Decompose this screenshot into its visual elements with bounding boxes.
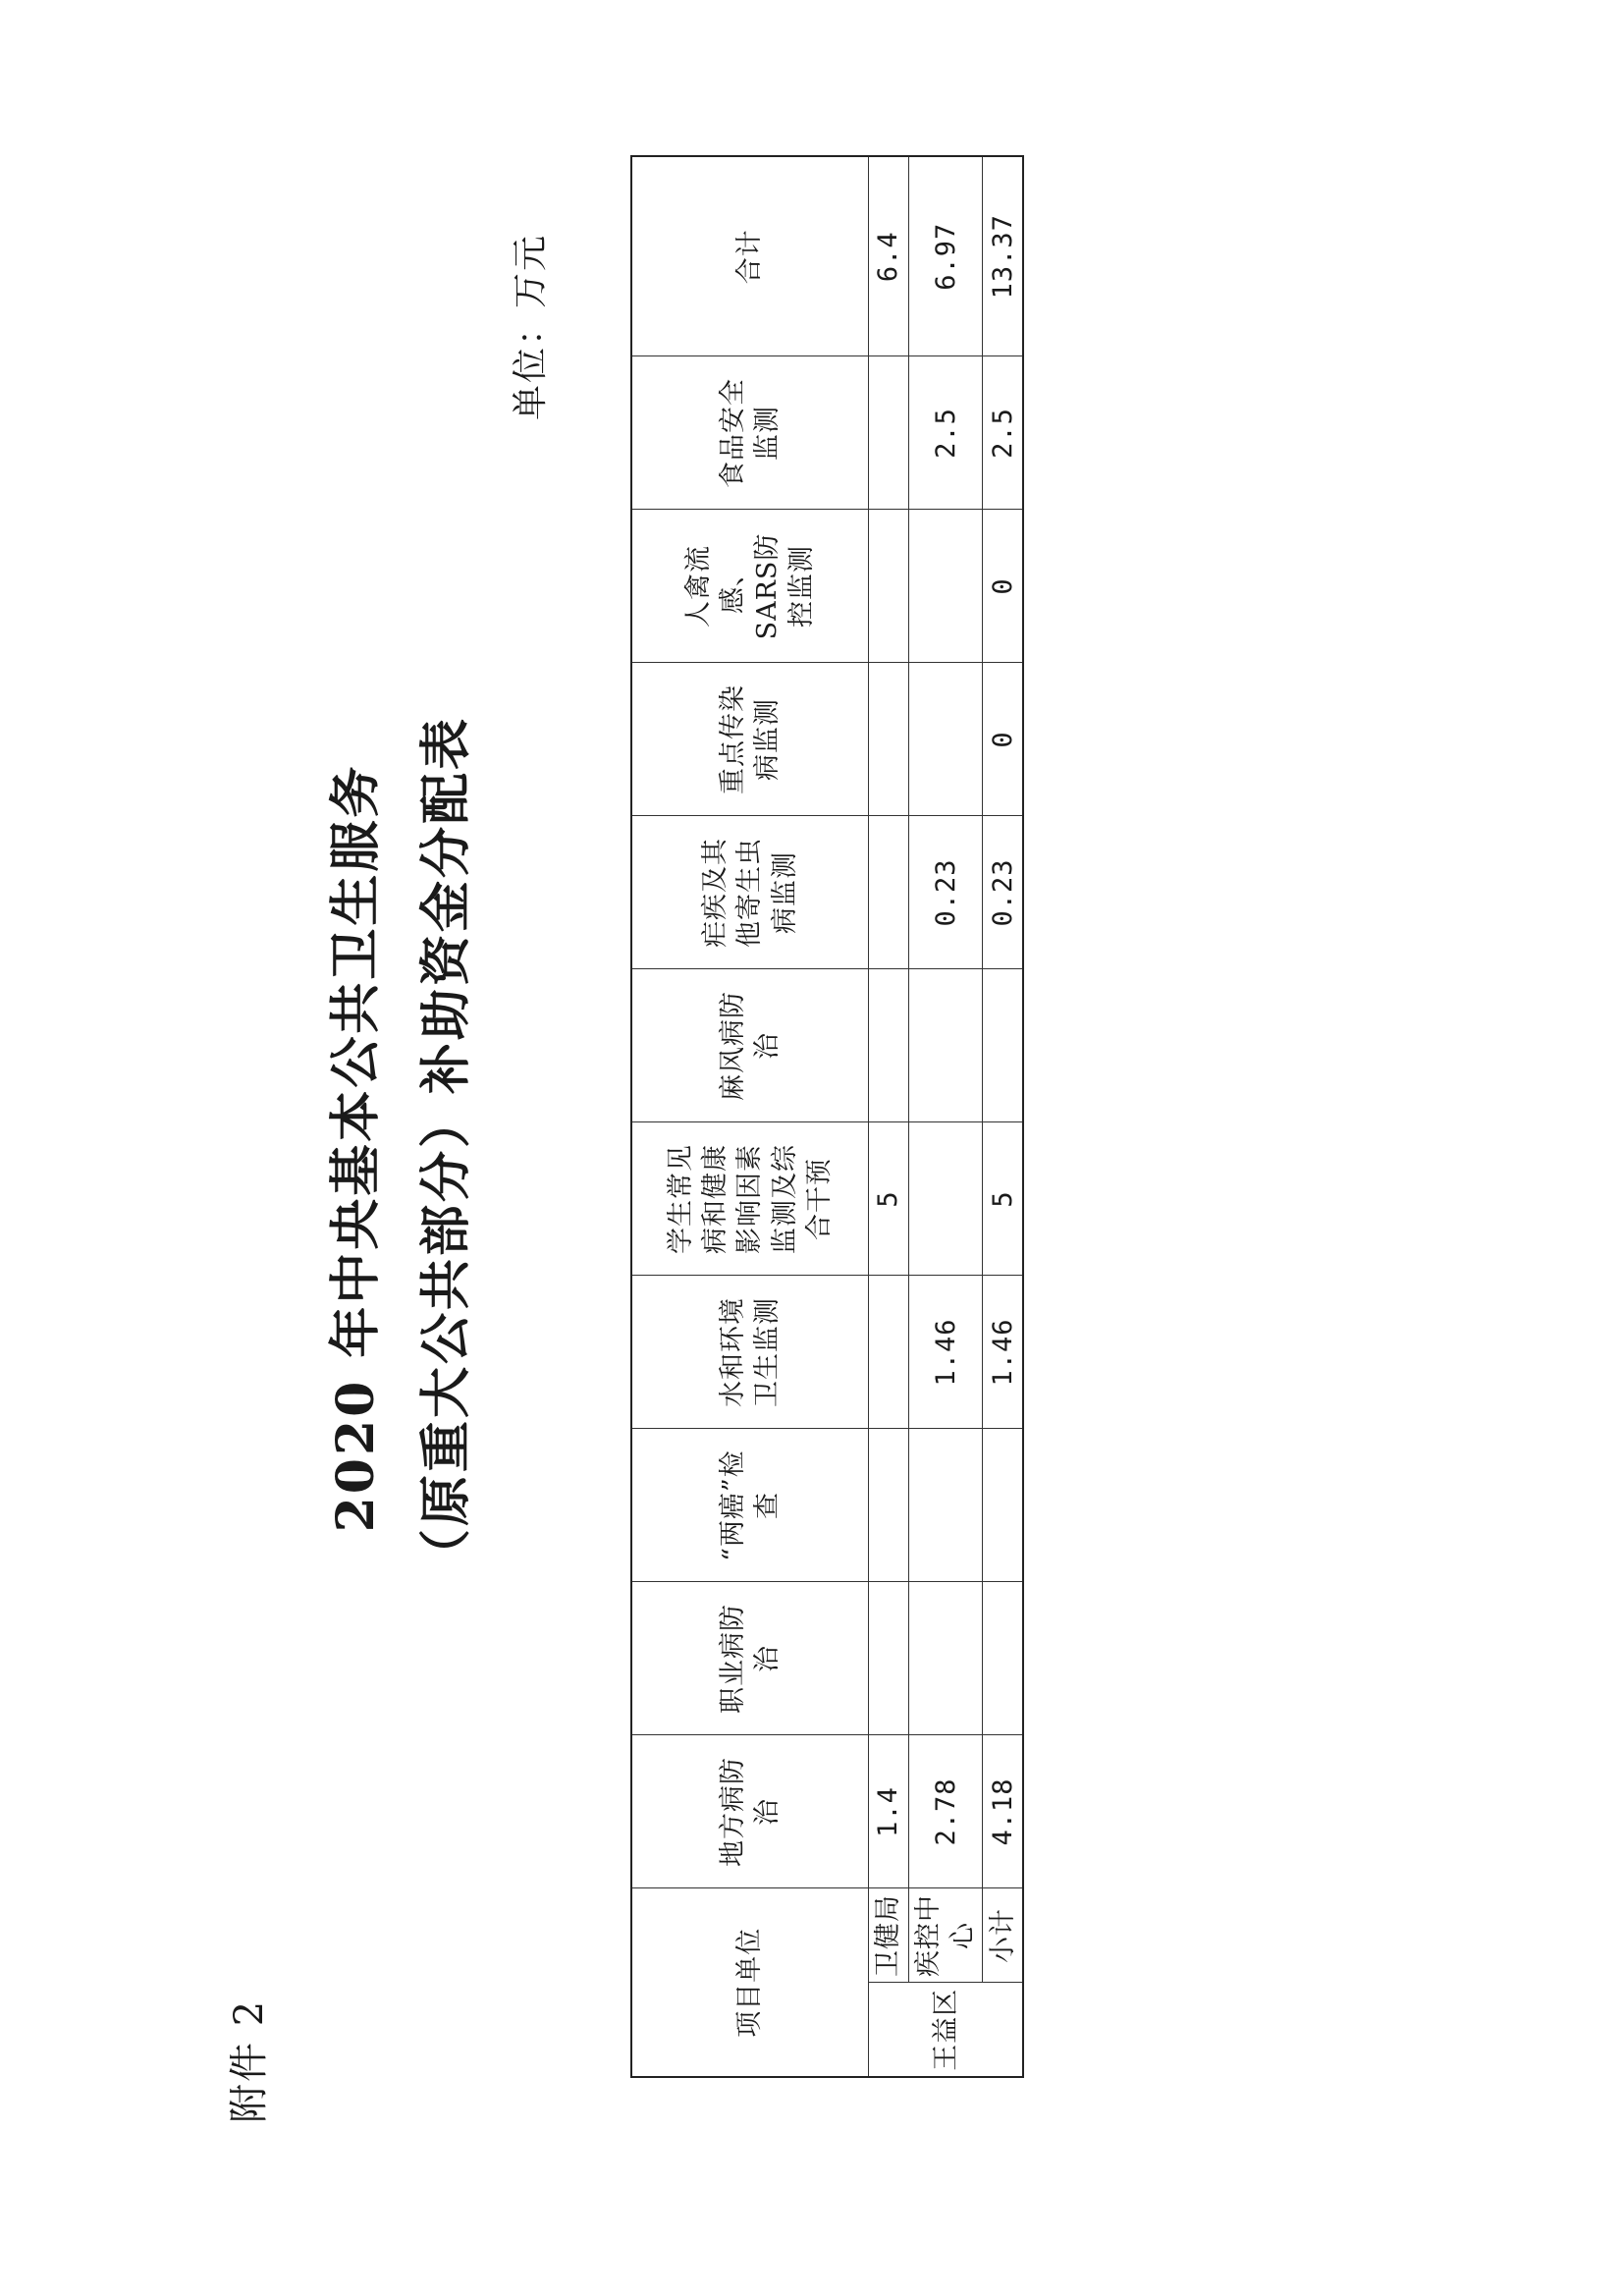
value-cell: 1.4	[869, 1735, 909, 1888]
value-cell	[909, 969, 983, 1122]
document-title-line1: 2020 年中央基本公共卫生服务	[326, 763, 386, 1533]
value-cell: 5	[869, 1122, 909, 1276]
value-cell	[909, 510, 983, 663]
value-cell: 0.23	[909, 816, 983, 969]
header-avian-flu-sars: 人禽流感、SARS防控监测	[631, 510, 869, 663]
value-cell: 2.5	[909, 356, 983, 510]
header-malaria-parasites: 疟疾及其他寄生虫病监测	[631, 816, 869, 969]
header-leprosy: 麻风病防治	[631, 969, 869, 1122]
header-two-cancers: “两癌”检查	[631, 1429, 869, 1582]
value-cell	[869, 1276, 909, 1429]
value-cell	[869, 1429, 909, 1582]
value-cell	[869, 510, 909, 663]
value-cell	[869, 356, 909, 510]
header-student-health: 学生常见病和健康影响因素监测及综合干预	[631, 1122, 869, 1276]
value-cell	[909, 1582, 983, 1735]
value-cell	[869, 663, 909, 816]
value-cell	[983, 1582, 1024, 1735]
value-cell	[869, 816, 909, 969]
value-cell: 5	[983, 1122, 1024, 1276]
header-occupational-disease: 职业病防治	[631, 1582, 869, 1735]
header-food-safety: 食品安全监测	[631, 356, 869, 510]
district-cell: 王益区	[869, 1983, 1024, 2077]
value-cell	[909, 1429, 983, 1582]
value-cell: 0	[983, 510, 1024, 663]
value-cell: 1.46	[983, 1276, 1024, 1429]
value-cell	[869, 1582, 909, 1735]
table-header-row	[631, 156, 869, 2077]
header-key-infectious: 重点传染病监测	[631, 663, 869, 816]
attachment-label: 附件 2	[227, 1998, 272, 2123]
row-name: 小计	[983, 1888, 1024, 1983]
value-cell	[983, 969, 1024, 1122]
value-cell: 2.5	[983, 356, 1024, 510]
value-cell: 13.37	[983, 156, 1024, 356]
row-name: 卫健局	[869, 1888, 909, 1983]
header-endemic-disease: 地方病防治	[631, 1735, 869, 1888]
header-water-environment: 水和环境卫生监测	[631, 1276, 869, 1429]
value-cell	[869, 969, 909, 1122]
value-cell	[909, 663, 983, 816]
value-cell: 6.97	[909, 156, 983, 356]
value-cell	[983, 1429, 1024, 1582]
value-cell: 0.23	[983, 816, 1024, 969]
value-cell	[909, 1122, 983, 1276]
table-row	[909, 156, 983, 2077]
value-cell: 0	[983, 663, 1024, 816]
header-project-unit: 项目单位	[631, 1888, 869, 2077]
table-row	[869, 156, 909, 2077]
row-name: 疾控中心	[909, 1888, 983, 1983]
unit-label: 单位：万元	[511, 233, 551, 420]
header-total: 合计	[631, 156, 869, 356]
allocation-table	[630, 155, 1024, 2078]
value-cell: 2.78	[909, 1735, 983, 1888]
value-cell: 4.18	[983, 1735, 1024, 1888]
value-cell: 6.4	[869, 156, 909, 356]
document-title-line2: （原重大公共部分）补助资金分配表	[416, 716, 476, 1581]
value-cell: 1.46	[909, 1276, 983, 1429]
table-row	[983, 156, 1024, 2077]
